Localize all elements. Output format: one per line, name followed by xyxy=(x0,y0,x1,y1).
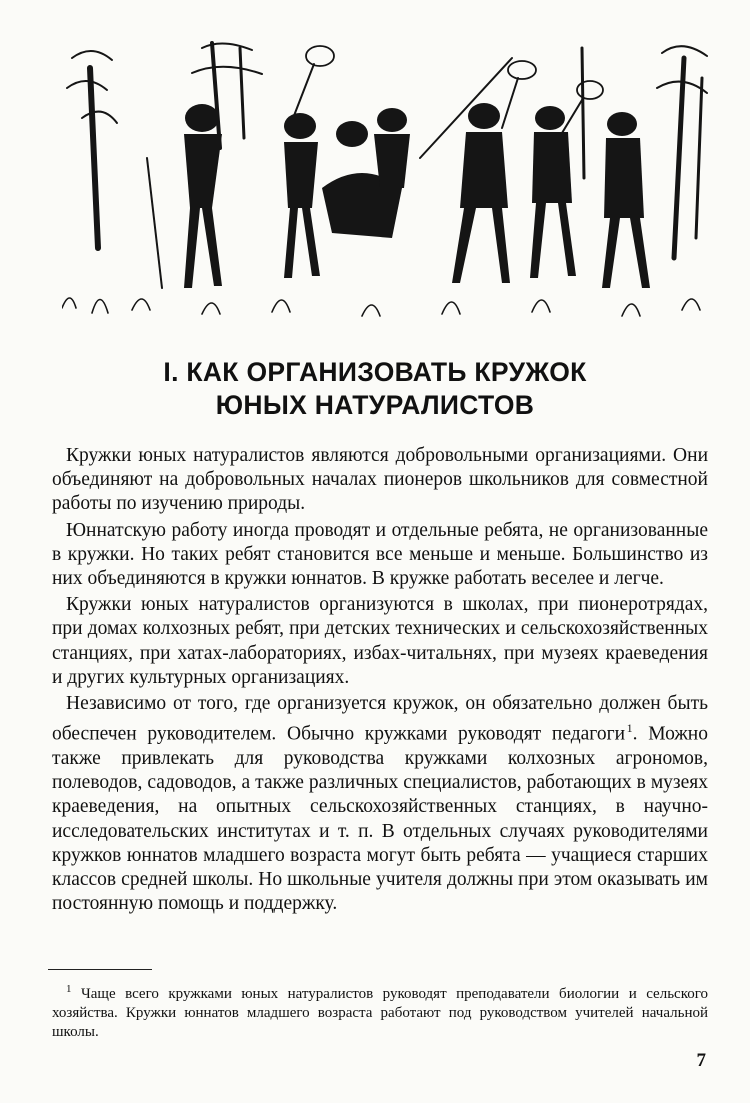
footnote-reference: 1 xyxy=(626,721,633,736)
page-number: 7 xyxy=(696,1050,706,1071)
body-text xyxy=(52,444,708,916)
chapter-title-line-2: ЮНЫХ НАТУРАЛИСТОВ xyxy=(215,390,535,420)
paragraph xyxy=(52,692,708,916)
paragraph-part: . Можно также привлекать для руководства кружками колхозных агрономов, полеводов, садоводов, а также различных специалистов, работающих в музеях краеведения, на опытных сельскохозяйственных станциях, в научно-исследовательских институтах и т. п. В отдельных случаях руководителями кружков юннатов младшего возраста могут быть ребята — учащиеся старших классов средней школы. Но школьные учителя должны при этом оказывать им постоянную помощь и поддержку. xyxy=(52,723,708,915)
footnote-marker: 1 xyxy=(66,983,72,995)
chapter-illustration xyxy=(62,38,708,330)
footnote xyxy=(52,980,708,1042)
chapter-title-line-1: I. КАК ОРГАНИЗОВАТЬ КРУЖОК xyxy=(163,357,587,387)
footnote-divider xyxy=(48,969,152,970)
paragraph: Кружки юных натуралистов являются добровольными организациями. Они объединяют на добровольных началах пионеров школьников для совместной работы по изучению природы. xyxy=(52,445,708,515)
footnote-text: Чаще всего кружками юных натуралистов руководят преподаватели биологии и сельского хозяйства. Кружки юннатов младшего возраста работают под руководством учителей начальной школы. xyxy=(52,986,708,1040)
paragraph: Юннатскую работу иногда проводят и отдельные ребята, не организованные в кружки. Но таких ребят становится все меньше и меньше. Большинство из них объединяются в кружки юннатов. В кружке работать веселее и легче. xyxy=(52,519,708,590)
paragraph: Кружки юных натуралистов организуются в школах, при пионеротрядах, при домах колхозных ребят, при детских технических и сельскохозяйственных станциях, при хатах-лабораториях, избах-читальнях, при музеях краеведения и других культурных организациях. xyxy=(52,594,708,688)
paragraph-part: Независимо от того, где организуется кружок, он обязательно должен быть обеспечен руководителем. Обычно кружками руководят педагоги xyxy=(52,693,708,745)
chapter-title xyxy=(40,356,710,422)
